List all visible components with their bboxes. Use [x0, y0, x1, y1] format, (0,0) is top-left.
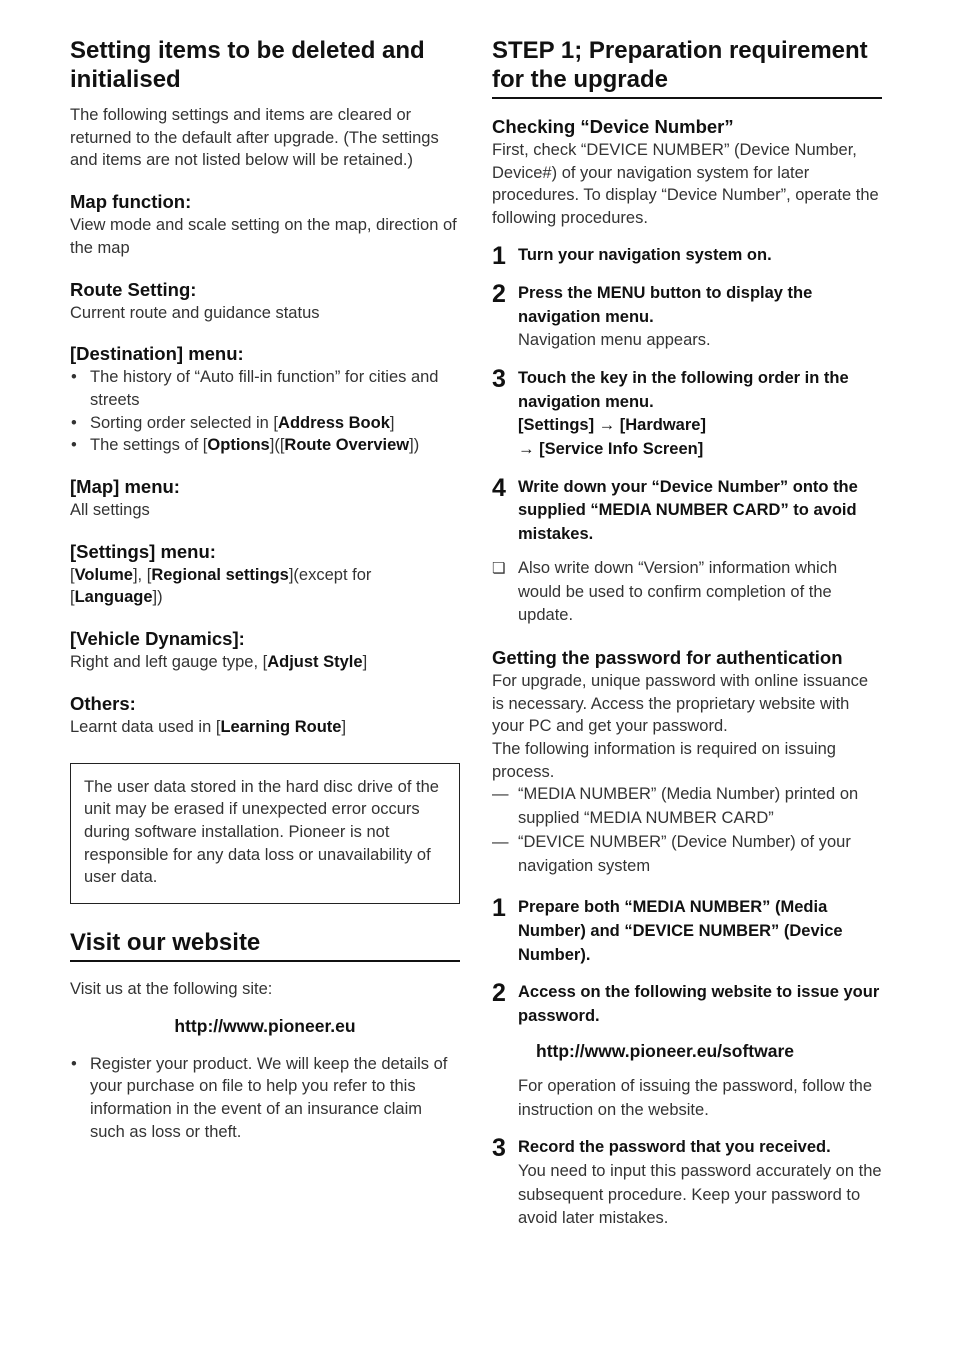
route-setting-text: Current route and guidance status	[70, 303, 320, 322]
step-instruction: Touch the key in the following order in the navigation menu.	[518, 368, 849, 411]
step-b1	[492, 896, 882, 967]
map-function-heading: Map function:	[70, 191, 192, 213]
step-number: 4	[492, 473, 506, 502]
others-text: Learnt data used in [Learning Route]	[70, 717, 347, 736]
destination-menu-section	[70, 342, 460, 457]
map-menu-heading: [Map] menu:	[70, 476, 180, 498]
step-number: 3	[492, 364, 506, 393]
destination-menu-heading: [Destination] menu:	[70, 343, 244, 365]
step-instruction: Turn your navigation system on.	[518, 245, 772, 264]
list-item: • The history of “Auto fill-in function” for cities and streets	[70, 366, 460, 411]
step-instruction: Press the MENU button to display the navigation menu.	[518, 283, 813, 326]
step-instruction: Prepare both “MEDIA NUMBER” (Media Number) and “DEVICE NUMBER” (Device Number).	[518, 898, 843, 964]
password-text-2: The following information is required on issuing process.	[492, 740, 836, 781]
settings-menu-text: [Volume], [Regional settings](except for [Language])	[70, 565, 372, 607]
menu-path-1: [Settings] → [Hardware]	[518, 416, 706, 435]
step-number: 1	[492, 894, 506, 923]
warning-box	[70, 763, 460, 905]
settings-menu-section	[70, 540, 460, 609]
map-menu-section	[70, 475, 460, 522]
dash-item: — “MEDIA NUMBER” (Media Number) printed on supplied “MEDIA NUMBER CARD”	[492, 785, 859, 828]
step-note: Navigation menu appears.	[518, 331, 711, 350]
intro-text: The following settings and items are cleared or returned to the default after upgrade. (The settings and items are not listed below will be retained.)	[70, 106, 439, 170]
vehicle-dynamics-heading: [Vehicle Dynamics]:	[70, 628, 245, 650]
software-url-link[interactable]: http://www.pioneer.eu/software	[536, 1040, 794, 1061]
step-instruction: Access on the following website to issue your password.	[518, 983, 880, 1026]
version-note-text: Also write down “Version” information which would be used to confirm completion of the update.	[518, 558, 838, 625]
step-number: 1	[492, 241, 506, 270]
step-b3	[492, 1136, 882, 1231]
list-item: • The settings of [Options]([Route Overview])	[70, 434, 460, 457]
step-a3	[492, 364, 882, 462]
route-setting-heading: Route Setting:	[70, 278, 197, 300]
password-text-1: For upgrade, unique password with online issuance is necessary. Access the proprietary website with your PC and get your password.	[492, 671, 869, 736]
route-setting-section	[70, 278, 460, 325]
map-menu-text: All settings	[70, 501, 150, 520]
checking-section	[492, 115, 882, 230]
destination-menu-list	[70, 366, 460, 457]
website-url-link[interactable]: http://www.pioneer.eu	[174, 1015, 356, 1036]
list-item: • Register your product. We will keep the details of your purchase on file to help you refer to this information in the event of an insurance claim such as loss or theft.	[70, 1053, 460, 1144]
others-section	[70, 692, 460, 739]
step-a1	[492, 241, 882, 270]
step-number: 2	[492, 979, 506, 1008]
right-column	[492, 36, 882, 1231]
vehicle-dynamics-section	[70, 627, 460, 674]
password-section	[492, 646, 882, 878]
checking-heading: Checking “Device Number”	[492, 116, 734, 137]
list-item: • Sorting order selected in [Address Book]	[70, 412, 460, 435]
step-number: 3	[492, 1134, 506, 1163]
dash-item: — “DEVICE NUMBER” (Device Number) of your navigation system	[492, 832, 851, 875]
step-a2	[492, 279, 882, 353]
website-list	[70, 1053, 460, 1144]
step-note: You need to input this password accurately on the subsequent procedure. Keep your password to avoid later mistakes.	[518, 1161, 882, 1228]
version-note	[492, 557, 882, 628]
others-heading: Others:	[70, 692, 136, 714]
step-note: For operation of issuing the password, follow the instruction on the website.	[518, 1076, 873, 1119]
warning-text: The user data stored in the hard disc drive of the unit may be erased if unexpected error occurs during software installation. Pioneer is not responsible for any data loss or unavailability of user data.	[84, 777, 439, 887]
checking-text: First, check “DEVICE NUMBER” (Device Number, Device#) of your navigation system for later procedures. To display “Device Number”, operate the following procedures.	[492, 141, 879, 228]
step-instruction: Write down your “Device Number” onto the supplied “MEDIA NUMBER CARD” to avoid mistakes.	[518, 477, 858, 544]
settings-menu-heading: [Settings] menu:	[70, 540, 216, 562]
left-column	[70, 36, 460, 1144]
step-instruction: Record the password that you received.	[518, 1138, 831, 1157]
section-title-step1: STEP 1; Preparation requirement for the upgrade	[492, 36, 882, 99]
checkbox-icon: ❏	[492, 559, 506, 577]
menu-path-2: → [Service Info Screen]	[518, 440, 704, 459]
vehicle-dynamics-text: Right and left gauge type, [Adjust Style]	[70, 653, 368, 672]
step-number: 2	[492, 279, 506, 308]
password-heading: Getting the password for authentication	[492, 646, 843, 668]
map-function-text: View mode and scale setting on the map, direction of the map	[70, 216, 457, 257]
step-b2	[492, 981, 882, 1028]
section-title-website: Visit our website	[70, 928, 460, 962]
step-a4	[492, 473, 882, 547]
website-intro: Visit us at the following site:	[70, 980, 273, 999]
section-title-deleted-items: Setting items to be deleted and initialised	[70, 37, 425, 93]
map-function-section	[70, 190, 460, 259]
